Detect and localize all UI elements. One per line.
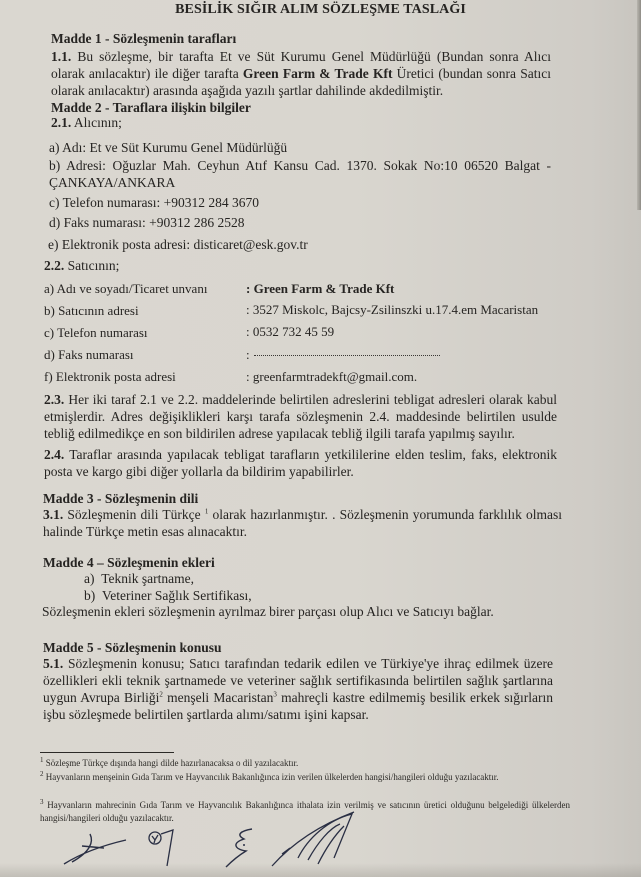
page-shadow — [0, 863, 641, 877]
footnote-ref-1[interactable]: 1 — [204, 507, 209, 516]
madde-2-paragraph-4 — [44, 446, 557, 480]
footnote-text: Sözleşme Türkçe dışında hangi dilde hazırlanacaksa o dil yazılacaktır. — [43, 758, 299, 768]
attachment-item-b — [84, 588, 252, 604]
blank-fill-line — [254, 355, 440, 356]
seller-phone-label: c) Telefon numarası — [44, 325, 148, 340]
colon: : — [246, 347, 250, 362]
clause-text: mahreçli kastre edilmemiş besilik erkek sığırların işbu sözleşmede belirtilen şartlarda alımı/satımı işini kapsar. — [43, 690, 554, 722]
madde-2-paragraph-3 — [44, 391, 557, 442]
clause-text: Sözleşmenin dili Türkçe — [63, 507, 205, 522]
list-item-text: Teknik şartname, — [101, 571, 195, 586]
footnote-ref-2[interactable]: 2 — [159, 690, 163, 699]
clause-number: 2.2. — [44, 258, 65, 273]
madde-2-heading: Madde 2 - Taraflara ilişkin bilgiler — [51, 100, 251, 115]
madde-3-paragraph-1 — [43, 506, 562, 540]
clause-text: Üretici (bundan sonra Satıcı olarak anılacaktır) arasında aşağıda yazılı şartlar dahilinde akdedilmiştir. — [51, 66, 551, 98]
madde-4-heading: Madde 4 – Sözleşmenin ekleri — [43, 555, 215, 570]
buyer-email: e) Elektronik posta adresi: disticaret@esk.gov.tr — [48, 237, 308, 252]
seller-address-label: b) Satıcının adresi — [44, 303, 139, 318]
attachments-closing: Sözleşmenin ekleri sözleşmenin ayrılmaz birer parçası olup Alıcı ve Satıcıyı bağlar. — [42, 604, 494, 619]
list-item-text: Veteriner Sağlık Sertifikası, — [102, 588, 252, 603]
footnote-number: 3 — [40, 798, 44, 806]
buyer-name: a) Adı: Et ve Süt Kurumu Genel Müdürlüğü — [49, 140, 288, 155]
clause-text: Alıcının; — [71, 115, 122, 130]
footnote-2 — [40, 771, 570, 784]
clause-number: 1.1. — [51, 49, 72, 64]
seller-email-value: : greenfarmtradekft@gmail.com. — [246, 369, 418, 384]
signature-4-icon — [268, 808, 358, 870]
seller-email-label: f) Elektronik posta adresi — [44, 369, 176, 384]
list-marker: a) — [84, 571, 95, 586]
seller-section-label — [44, 258, 119, 274]
madde-1-paragraph-1 — [51, 48, 551, 99]
clause-text: Her iki taraf 2.1 ve 2.2. maddelerinde belirtilen adreslerini tebligat adresleri olarak kabul etmişlerdir. Adres değişiklikleri karşı tarafa sözleşmenin 2.4. maddesinde belirtilen usulde tebliğ edilmedikçe en son bildirilen adrese yapılacak tebliğ ilgili tarafa yapılmış sayılır. — [44, 392, 557, 441]
seller-fax-value — [246, 347, 440, 363]
seller-fax-label: d) Faks numarası — [44, 347, 134, 362]
madde-1-heading: Madde 1 - Sözleşmenin tarafları — [51, 31, 237, 46]
madde-5-paragraph-1 — [43, 655, 553, 723]
footnote-number: 2 — [40, 770, 44, 778]
clause-number: 2.3. — [44, 392, 65, 407]
clause-text: Satıcının; — [64, 258, 120, 273]
footnote-ref-3[interactable]: 3 — [273, 690, 277, 699]
footnote-separator — [40, 752, 174, 753]
signature-1-icon — [60, 828, 130, 868]
clause-number: 3.1. — [43, 507, 64, 522]
seller-phone-value: : 0532 732 45 59 — [246, 324, 335, 339]
clause-text: menşeli Macaristan — [162, 690, 274, 705]
seller-name-bold: Green Farm & Trade Kft — [242, 66, 393, 81]
seller-name-label: a) Adı ve soyadı/Ticaret unvanı — [44, 281, 208, 296]
buyer-address-line-1: b) Adresi: Oğuzlar Mah. Ceyhun Atıf Kansu Cad. 1370. Sokak No:10 06520 Balgat - — [49, 158, 551, 173]
seller-name-value: : Green Farm & Trade Kft — [246, 281, 395, 296]
buyer-section-label — [51, 115, 122, 131]
clause-number: 2.4. — [44, 447, 65, 462]
madde-5-heading: Madde 5 - Sözleşmenin konusu — [43, 640, 222, 655]
clause-text: Sözleşmenin konusu; Satıcı tarafından tedarik edilen ve Türkiye'ye ihraç edilmek üzere özellikleri ekli teknik şartnamede ve veteriner sağlık sertifikasında belirtilen sağlık şartlarına uygun Avrupa Birliği — [43, 656, 553, 705]
signature-2-icon — [145, 826, 180, 868]
footnote-number: 1 — [40, 756, 44, 764]
seller-address-value: : 3527 Miskolc, Bajcsy-Zsilinszki u.17.4.em Macaristan — [246, 302, 539, 317]
buyer-phone: c) Telefon numarası: +90312 284 3670 — [49, 195, 260, 210]
buyer-fax: d) Faks numarası: +90312 286 2528 — [49, 215, 245, 230]
footnote-1 — [40, 757, 570, 770]
document-title: BESİLİK SIĞIR ALIM SÖZLEŞME TASLAĞI — [175, 2, 466, 17]
buyer-address-line-2: ÇANKAYA/ANKARA — [49, 175, 176, 190]
page-edge — [637, 0, 641, 210]
footnote-text: Hayvanların mahrecinin Gıda Tarım ve Hayvancılık Bakanlığınca ithalata izin verilmiş ve satıcının üretici olduğunu belgelediği ülkelerden hangisi/hangileri olduğu yazılacaktır. — [40, 800, 570, 823]
footnote-text: Hayvanların menşeinin Gıda Tarım ve Hayvancılık Bakanlığınca izin verilen ülkelerden hangisi/hangileri olduğu yazılacaktır. — [43, 772, 499, 782]
clause-text: Taraflar arasında yapılacak tebligat tarafların yetkililerine elden teslim, faks, elektronik posta ve kargo gibi diğer yollarla da bildirim yapabilirler. — [44, 447, 557, 479]
clause-number: 2.1. — [51, 115, 72, 130]
attachment-item-a — [84, 571, 194, 587]
madde-3-heading: Madde 3 - Sözleşmenin dili — [43, 491, 199, 506]
clause-text: olarak hazırlanmıştır. . Sözleşmenin yorumunda farklılık olması halinde Türkçe metin esas alınacaktır. — [43, 507, 562, 539]
clause-number: 5.1. — [43, 656, 64, 671]
clause-text: Bu sözleşme, bir tarafta Et ve Süt Kurumu Genel Müdürlüğü (Bundan sonra Alıcı olarak anılacaktır) ile diğer tarafta — [51, 49, 551, 81]
list-marker: b) — [84, 588, 96, 603]
